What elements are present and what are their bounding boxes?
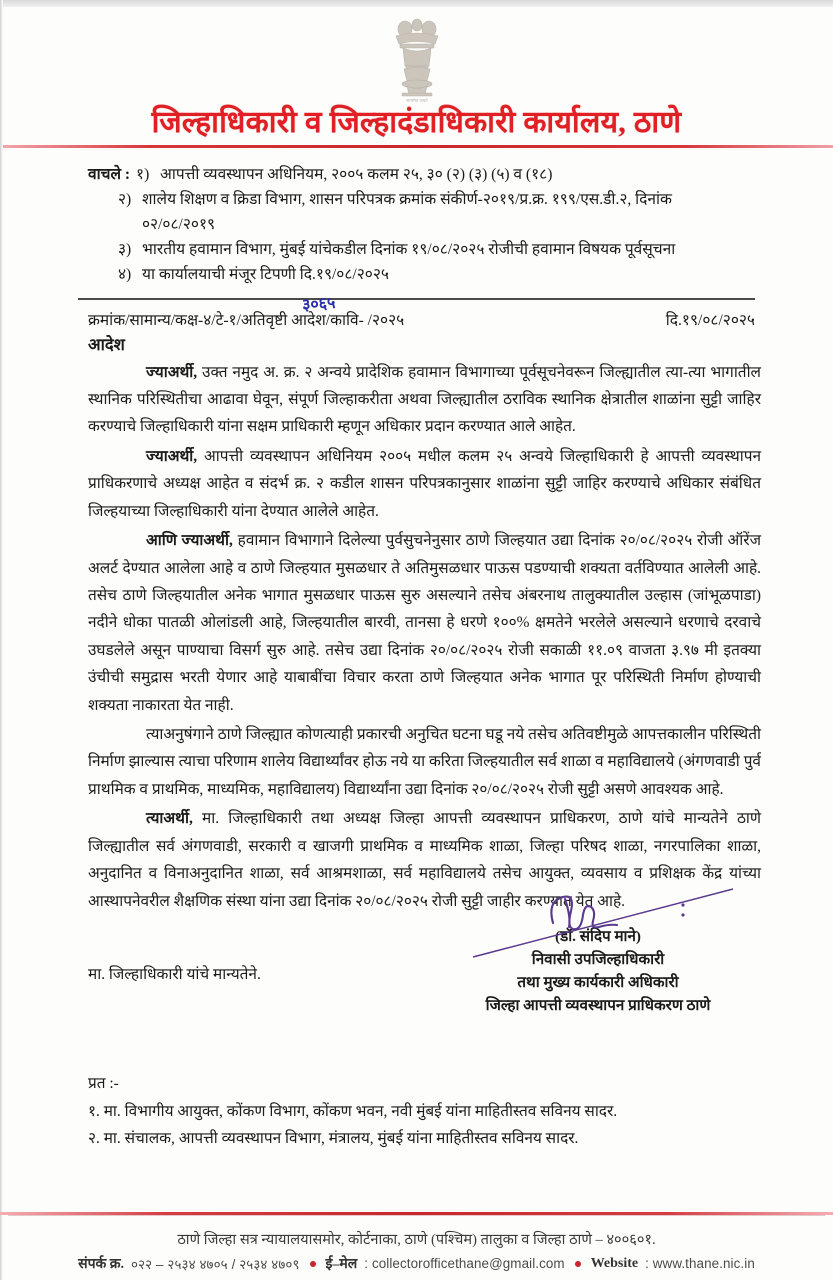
signature-block: [433, 925, 763, 1017]
paragraph-lead: ज्याअर्थी,: [146, 447, 198, 465]
phone-value: ०२२ – २५३४ ४७०५ / २५३४ ४७०९: [131, 1256, 300, 1272]
website-value[interactable]: : www.thane.nic.in: [645, 1256, 755, 1271]
reference-text: या कार्यालयाची मंजूर टिपणी दि.१९/०८/२०२५: [142, 266, 389, 284]
body-paragraph: [88, 443, 761, 525]
memo-date: दि.१९/०८/२०२५: [665, 311, 755, 329]
scan-edge-left: [0, 0, 3, 1280]
paragraph-text: उक्त नमुद अ. क्र. २ अन्वये प्रादेशिक हवामान विभागाच्या पूर्वसूचनेवरून जिल्ह्यातील त्या-त्या भागातील स्थानिक परिस्थितीचा आढावा घेवून, संपूर्ण जिल्हाकरीता अथवा जिल्ह्यातील ठराविक स्थानिक क्षेत्रातील शाळांना सुट्टी जाहिर करण्याचे जिल्हाधिकारी यांना सक्षम प्राधिकारी म्हणून अधिकार प्रदान करण्यात आले आहेत.: [88, 363, 761, 436]
document-header: [0, 0, 833, 139]
reference-text: भारतीय हवामान विभाग, मुंबई यांचेकडील दिनांक १९/०८/२०२५ रोजीची हवामान विषयक पूर्वसूचना: [142, 241, 676, 259]
reference-number: १): [136, 166, 150, 183]
reference-item: [88, 162, 761, 187]
reference-item: [118, 187, 761, 212]
email-label: ई–मेल: [325, 1257, 358, 1272]
reference-text: आपत्ती व्यवस्थापन अधिनियम, २००५ कलम २५, ३० (२) (३) (५) व (१८): [160, 166, 553, 183]
body-paragraph: [88, 721, 761, 803]
body-paragraph: [88, 359, 761, 441]
paragraph-text: मा. जिल्हाधिकारी तथा अध्यक्ष जिल्हा आपत्ती व्यवस्थापन प्राधिकरण, ठाणे यांचे मान्यतेने ठाणे जिल्ह्यातील सर्व अंगणवाडी, सरकारी व खाजगी प्राथमिक व माध्यमिक शाळा, जिल्हा परिषद शाळा, नगरपालिका शाळा, अनुदानित व विनाअनुदानित शाळा, सर्व आश्रमशाळा, सर्व महाविद्यालये तसेच आयुक्त, व्यवसाय व प्रशिक्षक केंद्र यांच्या आस्थापनेवरील शैक्षणिक संस्था यांना उद्या दिनांक २०/०८/२०२५ रोजी सुट्टी जाहीर करण्यात येत आहे.: [88, 810, 761, 910]
organization-title: जिल्हाधिकारी व जिल्हादंडाधिकारी कार्यालय, ठाणे: [151, 106, 682, 139]
website-label: Website: [590, 1255, 639, 1271]
memo-number-text: क्रमांक/सामान्य/कक्ष-४/टे-१/अतिवृष्टी आदेश/कावि- /२०२५: [88, 311, 405, 329]
references-label: वाचले :: [88, 166, 131, 183]
copies-section: [0, 1055, 833, 1152]
body-paragraph: [88, 805, 761, 915]
signatory-designation-2: तथा मुख्य कार्यकारी अधिकारी: [517, 974, 679, 992]
email-value[interactable]: : collectorofficethane@gmail.com: [364, 1256, 565, 1271]
document-footer: [0, 1212, 833, 1280]
reference-number: ३): [118, 241, 132, 259]
paragraph-text: आपत्ती व्यवस्थापन अधिनियम २००५ मधील कलम २५ अन्वये जिल्हाधिकारी हे आपत्ती व्यवस्थापन प्राधिकरणाचे अध्यक्ष आहेत व संदर्भ क्र. २ कडील शासन परिपत्रकानुसार शाळांना सुट्टी जाहिर करण्याचे अधिकार संबंधित जिल्हयाच्या जिल्हाधिकारी यांना देण्यात आलेले आहेत.: [88, 447, 761, 520]
order-heading: आदेश: [88, 334, 125, 354]
footer-divider-thin: [8, 1215, 825, 1216]
footer-contact-row: [0, 1254, 833, 1273]
footer-address: ठाणे जिल्हा सत्र न्यायालयासमोर, कोर्टनाका, ठाणे (पश्चिम) तालुका व जिल्हा ठाणे – ४००६०१.: [177, 1232, 656, 1248]
reference-number: २): [118, 191, 132, 209]
header-divider: [0, 145, 833, 148]
references-section: [0, 162, 833, 288]
order-body: [0, 355, 833, 915]
ashoka-emblem-icon: [386, 16, 448, 104]
bullet-separator-icon: [310, 1261, 316, 1267]
signatory-name: (डॉ. संदिप माने): [555, 927, 641, 945]
signatory-designation-1: निवासी उपजिल्हाधिकारी: [531, 951, 665, 969]
memo-header-row: [0, 292, 833, 330]
reference-continuation: ०२/०८/२०१९: [142, 216, 216, 234]
bullet-separator-icon: [575, 1261, 581, 1267]
body-paragraph: [88, 527, 761, 719]
scan-edge-top: [0, 0, 833, 7]
copy-item: २. मा. संचालक, आपत्ती व्यवस्थापन विभाग, मंत्रालय, मुंबई यांना माहितीस्तव सविनय सादर.: [88, 1129, 579, 1147]
memo-number: [88, 292, 405, 330]
paragraph-lead: ज्याअर्थी,: [146, 363, 198, 381]
phone-label: संपर्क क्र.: [78, 1257, 125, 1272]
reference-text: शालेय शिक्षण व क्रिडा विभाग, शासन परिपत्रक क्रमांक संकीर्ण-२०१९/प्र.क्र. १९९/एस.डी.२, दिनांक: [142, 191, 672, 209]
copy-item: १. मा. विभागीय आयुक्त, कोंकण विभाग, कोंकण भवन, नवी मुंबई यांना माहितीस्तव सविनय सादर.: [88, 1102, 618, 1120]
emblem-caption: सत्यमेव जयते: [405, 98, 428, 103]
reference-item: [118, 237, 761, 262]
paragraph-lead: आणि ज्याअर्थी,: [146, 532, 233, 550]
signatory-designation-3: जिल्हा आपत्ती व्यवस्थापन प्राधिकरण ठाणे: [485, 997, 711, 1015]
paragraph-text: त्याअनुषंगाने ठाणे जिल्ह्यात कोणत्याही प्रकारची अनुचित घटना घडू नये तसेच अतिवष्टीमुळे आपत्तकालीन परिस्थिती निर्माण झाल्यास त्याचा परिणाम शालेय विद्यार्थ्यांवर होऊ नये या करिता जिल्हयातील सर्व शाळा व महाविद्यालये (अंगणवाडी पुर्व प्राथमिक व प्राथमिक, माध्यमिक, महाविद्यालय) विद्यार्थ्यांना उद्या दिनांक २०/०८/२०२५ रोजी सुट्टी असणे आवश्यक आहे.: [88, 726, 761, 798]
reference-item: [118, 262, 761, 287]
signature-area: [0, 925, 833, 1055]
approval-note: मा. जिल्हाधिकारी यांचे मान्यतेने.: [88, 965, 261, 983]
paragraph-lead: त्याअर्थी,: [146, 810, 193, 828]
copies-heading: प्रत :-: [88, 1074, 119, 1092]
handwritten-memo-number: ३०६५: [301, 292, 336, 314]
paragraph-text: हवामान विभागाने दिलेल्या पुर्वसुचनेनुसार ठाणे जिल्हयात उद्या दिनांक २०/०८/२०२५ रोजी ऑरेंज अलर्ट देण्यात आलेला आहे व ठाणे जिल्हयात मुसळधार ते अतिमुसळधार पाऊस पडण्याची शक्यता वर्तविण्यात आलेली आहे. तसेच ठाणे जिल्हयातील अनेक भागात मुसळधार पाऊस सुरु असल्याने तसेच अंबरनाथ तालुक्यातील उल्हास (जांभूळपाडा) नदीने धोका पातळी ओलांडली आहे, जिल्हयातील बारवी, तानसा हे धरणे १००% क्षमतेने भरलेले असल्याने धरणाचे दरवाचे उघडलेले असून पाण्याचा विसर्ग सुरु आहे. तसेच उद्या दिनांक २०/०८/२०२५ रोजी सकाळी ११.०९ वाजता ३.९७ मी इतक्या उंचीची समुद्रास भरती येणार आहे याबाबींचा विचार करता ठाणे जिल्हयात अनेक भागात पूर परिस्थिती निर्माण होण्याची शक्यता नाकारता येत नाही.: [88, 532, 761, 714]
reference-number: ४): [118, 266, 132, 284]
